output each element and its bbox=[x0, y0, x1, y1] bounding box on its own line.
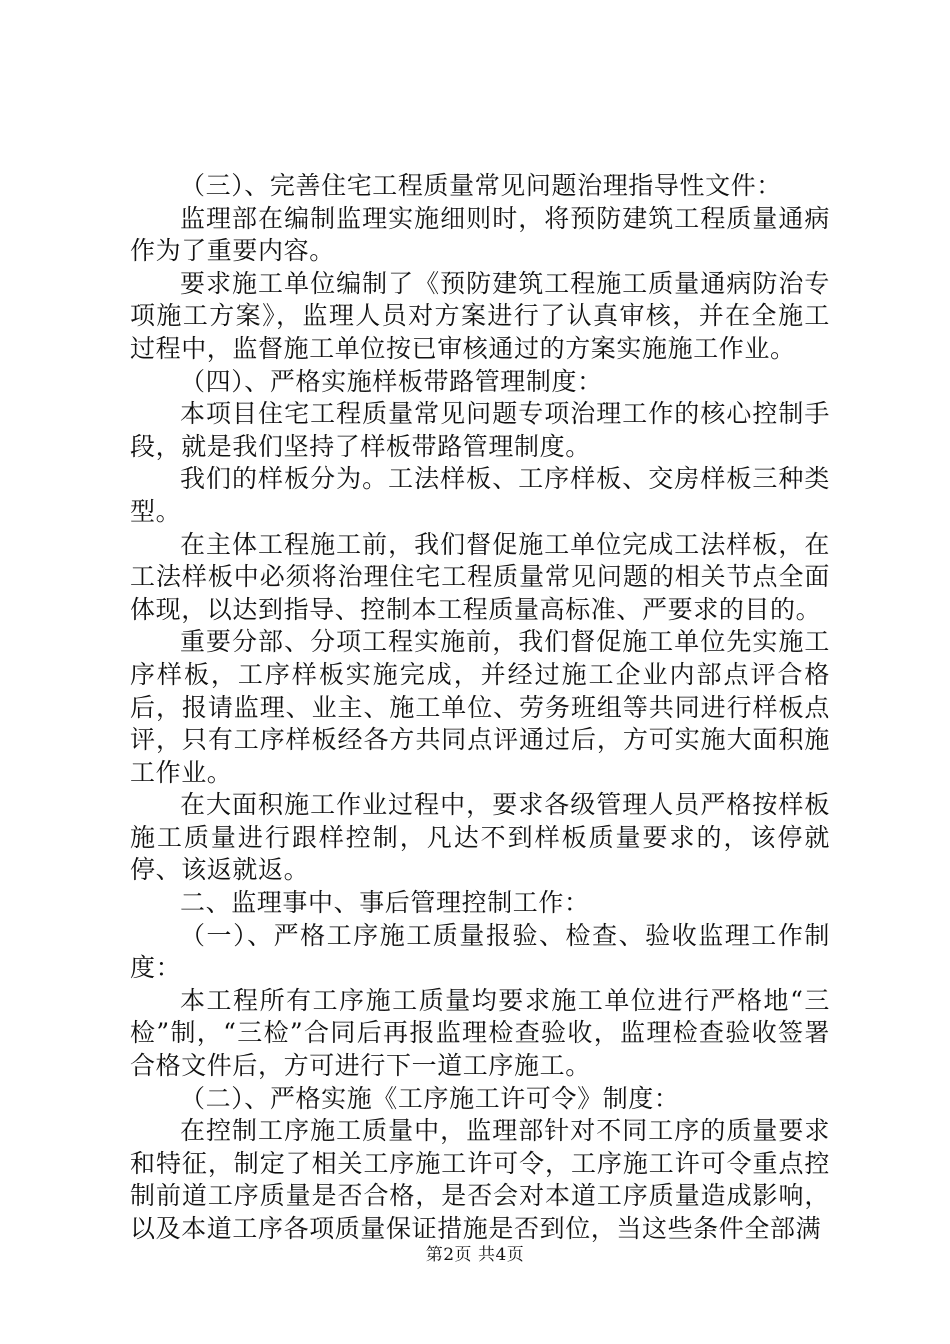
paragraph: 本项目住宅工程质量常见问题专项治理工作的核心控制手段，就是我们坚持了样板带路管理制度。 bbox=[130, 399, 830, 461]
paragraph: 在大面积施工作业过程中，要求各级管理人员严格按样板施工质量进行跟样控制，凡达不到样板质量要求的，该停就停、该返就返。 bbox=[130, 790, 830, 885]
section-heading: 二、监理事中、事后管理控制工作： bbox=[180, 888, 590, 918]
paragraph: 我们的样板分为。工法样板、工序样板、交房样板三种类型。 bbox=[130, 464, 830, 526]
paragraph: 在控制工序施工质量中，监理部针对不同工序的质量要求和特征，制定了相关工序施工许可令，工序施工许可令重点控制前道工序质量是否合格，是否会对本道工序质量造成影响，以及本道工序各项质量保证措施是否到位，当这些条件全部满 bbox=[130, 1116, 830, 1243]
paragraph: 要求施工单位编制了《预防建筑工程施工质量通病防治专项施工方案》，监理人员对方案进行了认真审核，并在全施工过程中，监督施工单位按已审核通过的方案实施施工作业。 bbox=[130, 268, 830, 363]
page-number-footer: 第2页 共4页 bbox=[425, 1245, 525, 1265]
paragraph-heading-4: （四）、严格实施样板带路管理制度： bbox=[180, 366, 603, 396]
paragraph: 重要分部、分项工程实施前，我们督促施工单位先实施工序样板，工序样板实施完成，并经过施工企业内部点评合格后，报请监理、业主、施工单位、劳务班组等共同进行样板点评，只有工序样板经各方共同点评通过后，方可实施大面积施工作业。 bbox=[130, 627, 830, 787]
paragraph: 在主体工程施工前，我们督促施工单位完成工法样板，在工法样板中必须将治理住宅工程质量常见问题的相关节点全面体现，以达到指导、控制本工程质量高标准、严要求的目的。 bbox=[130, 529, 830, 624]
paragraph-heading-1: （一）、严格工序施工质量报验、检查、验收监理工作制度： bbox=[130, 920, 830, 983]
paragraph: 监理部在编制监理实施细则时，将预防建筑工程质量通病作为了重要内容。 bbox=[130, 203, 830, 266]
paragraph-heading-2: （二）、严格实施《工序施工许可令》制度： bbox=[180, 1083, 680, 1113]
paragraph-heading-3: （三）、完善住宅工程质量常见问题治理指导性文件： bbox=[180, 171, 782, 200]
document-body bbox=[130, 170, 830, 1246]
paragraph: 本工程所有工序施工质量均要求施工单位进行严格地“三检”制，“三检”合同后再报监理检查验收，监理检查验收签署合格文件后，方可进行下一道工序施工。 bbox=[130, 985, 830, 1081]
